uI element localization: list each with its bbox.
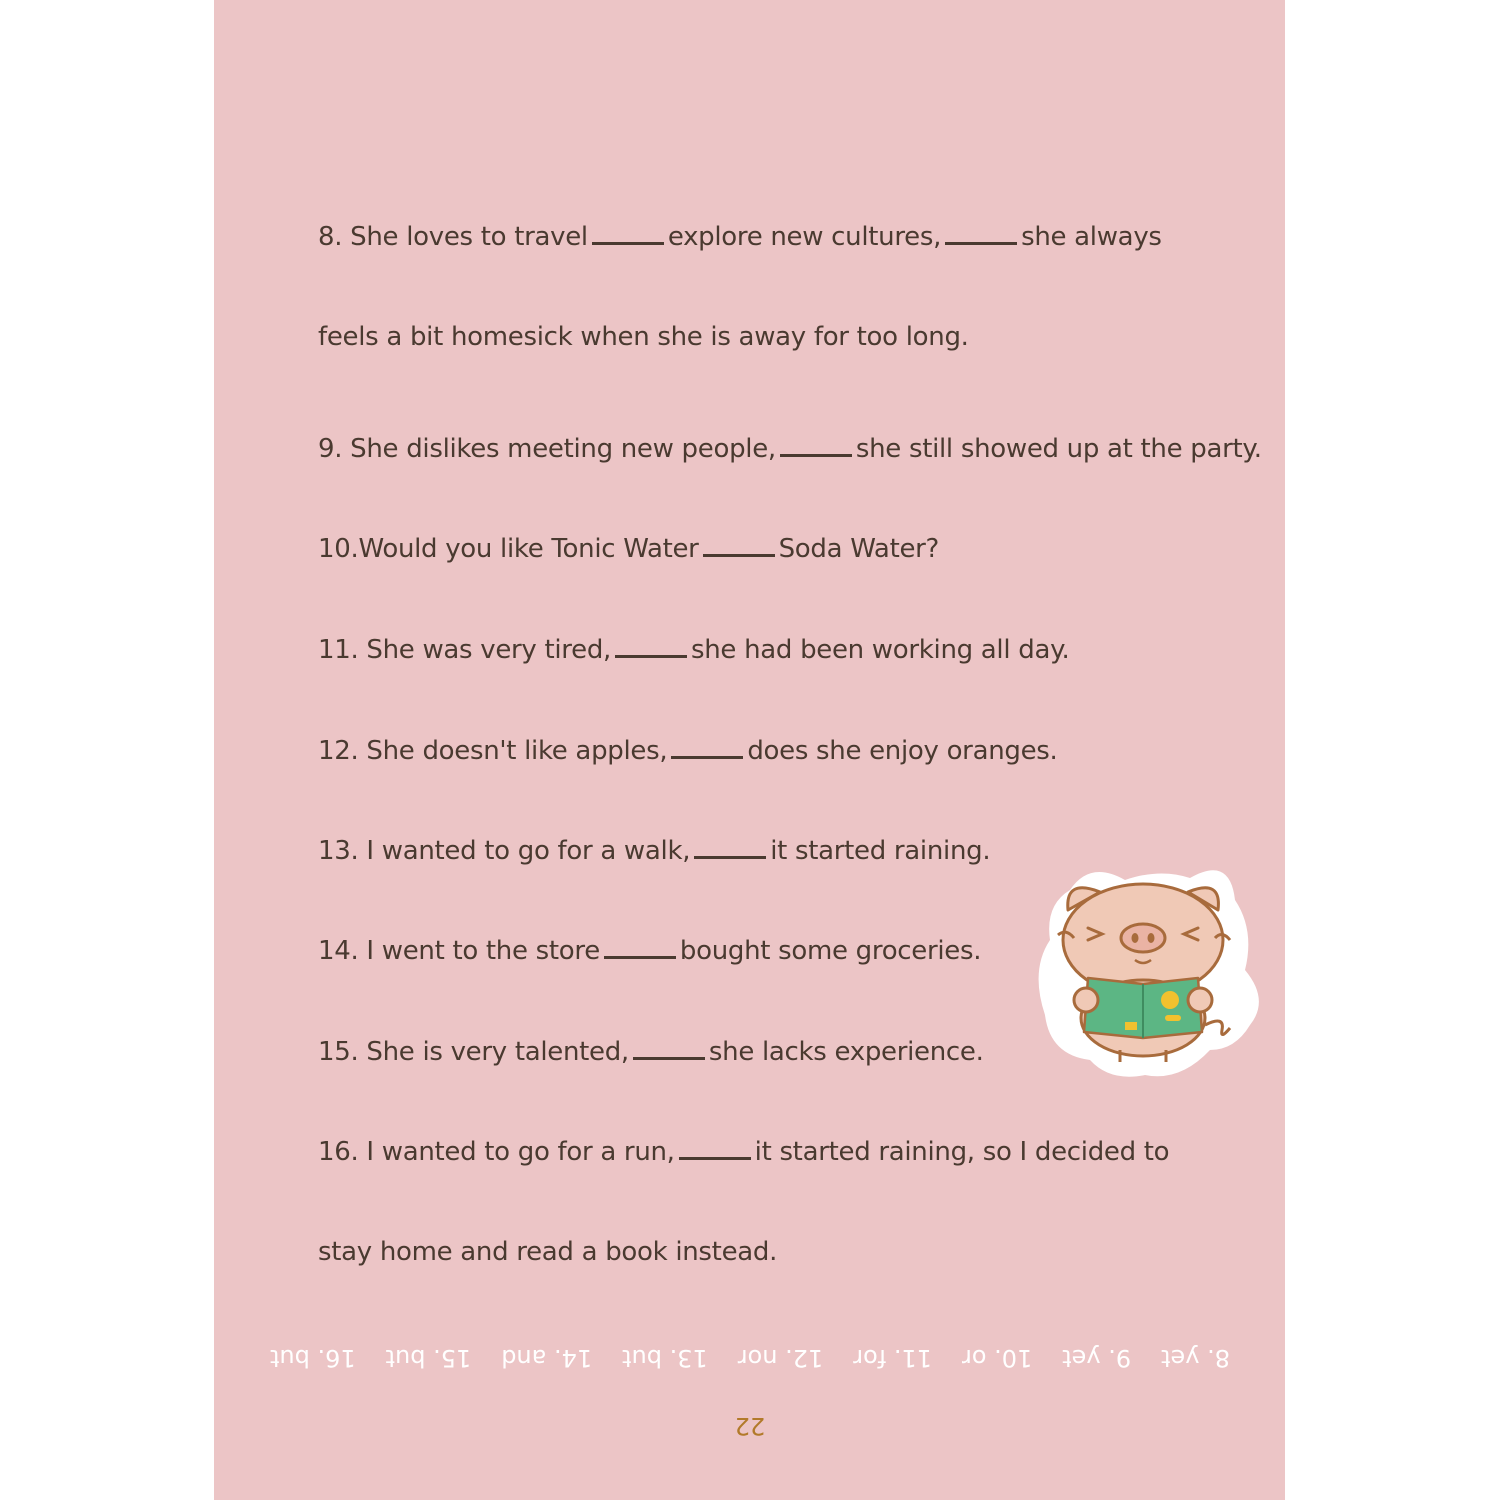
answer-blank (780, 436, 852, 457)
answer-item: 14. and (501, 1344, 593, 1372)
text-segment: 12. She doesn't like apples, (318, 736, 668, 766)
question-11 (318, 635, 1069, 665)
text-segment: 16. I wanted to go for a run, (318, 1137, 675, 1167)
answer-item: 11. for (853, 1344, 933, 1372)
answer-item: 12. nor (737, 1344, 824, 1372)
question-12 (318, 736, 1058, 766)
text-segment: explore new cultures, (667, 222, 942, 252)
answer-blank (703, 536, 775, 557)
text-segment: she lacks experience. (708, 1037, 984, 1067)
answer-item: 15. but (385, 1344, 472, 1372)
text-segment: she still showed up at the party. (855, 434, 1262, 464)
question-8-line-1 (318, 222, 1162, 252)
answer-blank (604, 938, 676, 959)
text-segment: it started raining. (770, 836, 991, 866)
pig-reading-icon (1030, 850, 1260, 1080)
answer-blank (671, 738, 743, 759)
text-segment: feels a bit homesick when she is away for too long. (318, 322, 969, 352)
text-segment: bought some groceries. (679, 936, 982, 966)
question-9 (318, 434, 1262, 464)
answer-item: 10. or (961, 1344, 1033, 1372)
text-segment: 8. She loves to travel (318, 222, 588, 252)
question-13 (318, 836, 990, 866)
answer-blank (615, 637, 687, 658)
text-segment: 10.Would you like Tonic Water (318, 534, 699, 564)
text-segment: Soda Water? (778, 534, 940, 564)
answer-blank (945, 224, 1017, 245)
text-segment: does she enjoy oranges. (747, 736, 1058, 766)
answer-item: 16. but (270, 1344, 356, 1372)
question-16-line-2 (318, 1237, 777, 1267)
answer-item: 9. yet (1062, 1344, 1132, 1372)
text-segment: stay home and read a book instead. (318, 1237, 778, 1267)
text-segment: 13. I wanted to go for a walk, (318, 836, 691, 866)
text-segment: she had been working all day. (691, 635, 1070, 665)
answer-blank (592, 224, 664, 245)
text-segment: 14. I went to the store (318, 936, 600, 966)
question-16-line-1 (318, 1137, 1169, 1167)
question-14 (318, 936, 981, 966)
answer-blank (694, 838, 766, 859)
answer-blank (679, 1139, 751, 1160)
answer-blank (633, 1039, 705, 1060)
question-8-line-2 (318, 322, 969, 352)
text-segment: 15. She is very talented, (318, 1037, 629, 1067)
text-segment: it started raining, so I decided to (754, 1137, 1170, 1167)
text-segment: 11. She was very tired, (318, 635, 611, 665)
answer-item: 13. but (622, 1344, 708, 1372)
answer-item: 8. yet (1161, 1344, 1230, 1372)
text-segment: 9. She dislikes meeting new people, (318, 434, 776, 464)
question-15 (318, 1037, 984, 1067)
page-number: 22 (734, 1412, 766, 1440)
text-segment: she always (1021, 222, 1162, 252)
question-10 (318, 534, 939, 564)
answer-key (270, 1338, 1230, 1378)
